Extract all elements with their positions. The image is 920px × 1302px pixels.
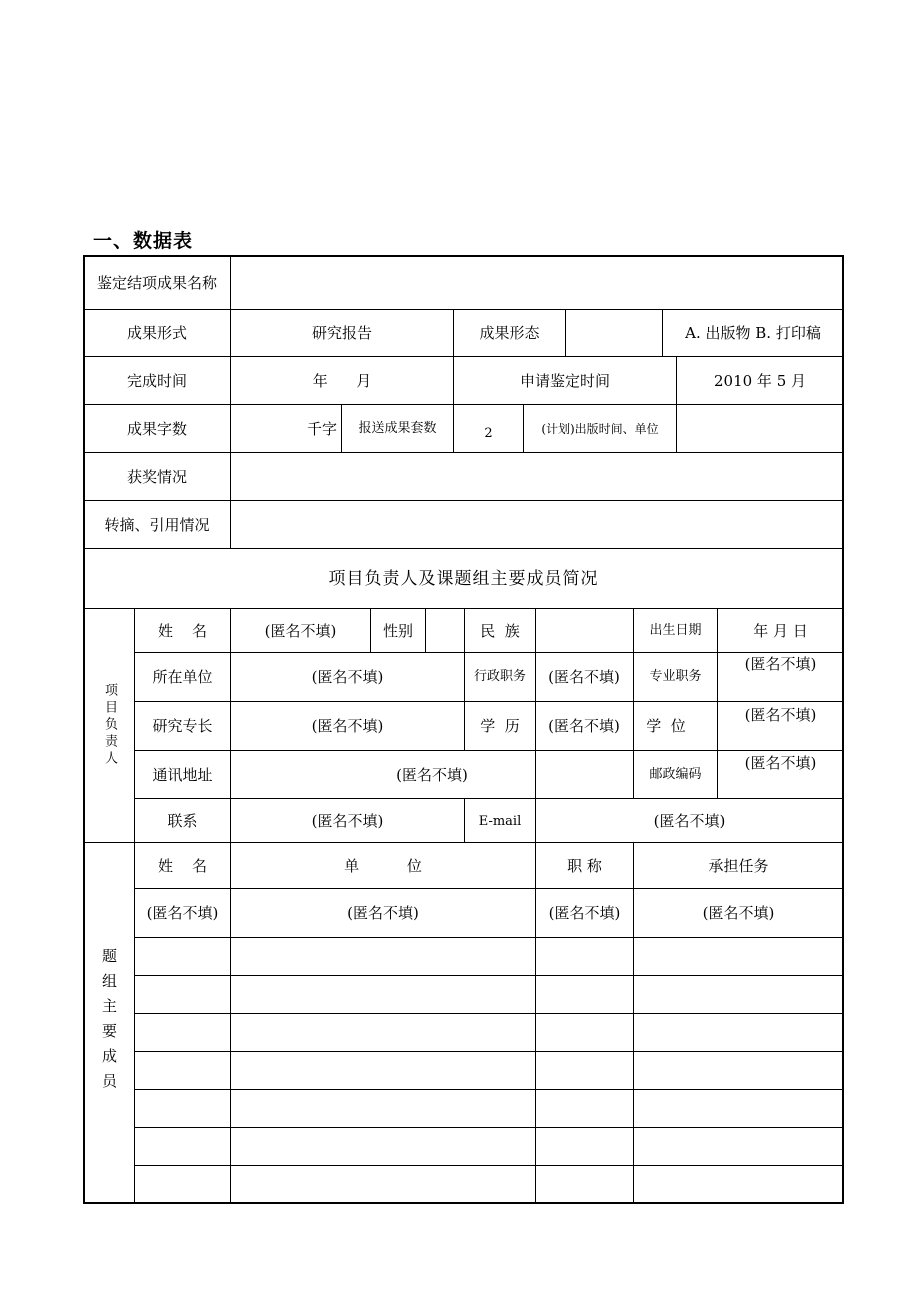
field-ethnicity[interactable] [536, 609, 633, 652]
label-email: E-mail [478, 814, 522, 829]
value-email[interactable]: (匿名不填) [653, 811, 726, 830]
leader-side-label: 项目负责人 [102, 683, 117, 768]
value-admin-post[interactable]: (匿名不填) [548, 668, 620, 686]
label-education: 学 历 [480, 717, 520, 735]
label-publish-plan: (计划)出版时间、单位 [541, 421, 659, 436]
label-word-count: 成果字数 [126, 419, 187, 438]
member-header-title: 职 称 [567, 856, 602, 875]
value-zip[interactable]: (匿名不填) [744, 754, 817, 772]
label-result-state: 成果形态 [479, 324, 540, 342]
label-copies: 报送成果套数 [358, 420, 437, 436]
value-contact[interactable]: (匿名不填) [311, 811, 384, 830]
value-complete-time[interactable]: 年 月 [312, 371, 372, 390]
section-title: 项目负责人及课题组主要成员简况 [328, 568, 599, 589]
member-header-task: 承担任务 [708, 856, 769, 875]
label-specialty: 研究专长 [152, 717, 213, 735]
value-birth-date[interactable]: 年 月 日 [753, 621, 808, 640]
field-citations[interactable] [231, 501, 843, 548]
members-side-label: 题组主要成员 [100, 947, 118, 1098]
member-title[interactable]: (匿名不填) [548, 904, 621, 922]
member-task[interactable]: (匿名不填) [702, 904, 775, 922]
label-result-name: 鉴定结项成果名称 [96, 273, 217, 292]
value-leader-name[interactable]: (匿名不填) [264, 621, 337, 640]
value-degree[interactable]: (匿名不填) [744, 706, 817, 724]
member-unit[interactable]: (匿名不填) [347, 904, 419, 922]
value-result-form[interactable]: 研究报告 [311, 324, 372, 342]
value-pro-post[interactable]: (匿名不填) [744, 655, 817, 673]
field-result-name[interactable] [231, 256, 843, 309]
member-header-name: 姓 名 [157, 856, 208, 875]
label-pro-post: 专业职务 [649, 669, 702, 684]
value-specialty[interactable]: (匿名不填) [311, 717, 384, 735]
label-unit: 所在单位 [152, 668, 213, 686]
label-address: 通讯地址 [152, 765, 213, 784]
value-apply-time[interactable]: 2010 年 5 月 [713, 371, 807, 390]
word-count-unit: 千字 [306, 419, 337, 438]
label-result-form: 成果形式 [126, 324, 187, 342]
label-gender: 性别 [382, 621, 413, 640]
value-copies[interactable]: 2 [484, 425, 493, 441]
state-options: A. 出版物 B. 打印稿 [685, 324, 821, 342]
label-degree: 学 位 [646, 717, 686, 735]
label-ethnicity: 民 族 [480, 621, 520, 640]
value-unit[interactable]: (匿名不填) [311, 668, 384, 686]
label-contact: 联系 [167, 811, 198, 830]
label-citations: 转摘、引用情况 [104, 515, 210, 534]
field-result-state[interactable] [566, 310, 662, 356]
label-admin-post: 行政职务 [473, 669, 526, 684]
value-education[interactable]: (匿名不填) [548, 717, 620, 735]
field-gender[interactable] [426, 609, 464, 652]
member-name[interactable]: (匿名不填) [146, 904, 219, 922]
label-leader-name: 姓 名 [157, 621, 208, 640]
label-zip: 邮政编码 [649, 766, 702, 782]
label-apply-time: 申请鉴定时间 [519, 371, 610, 390]
value-address[interactable]: (匿名不填) [396, 765, 468, 784]
page-heading: 一、数据表 [93, 230, 194, 252]
field-awards[interactable] [231, 453, 843, 500]
label-awards: 获奖情况 [126, 467, 187, 486]
member-header-unit: 单 位 [344, 856, 422, 875]
label-complete-time: 完成时间 [126, 371, 187, 390]
label-birth-date: 出生日期 [649, 622, 702, 638]
field-publish-plan[interactable] [677, 405, 843, 452]
